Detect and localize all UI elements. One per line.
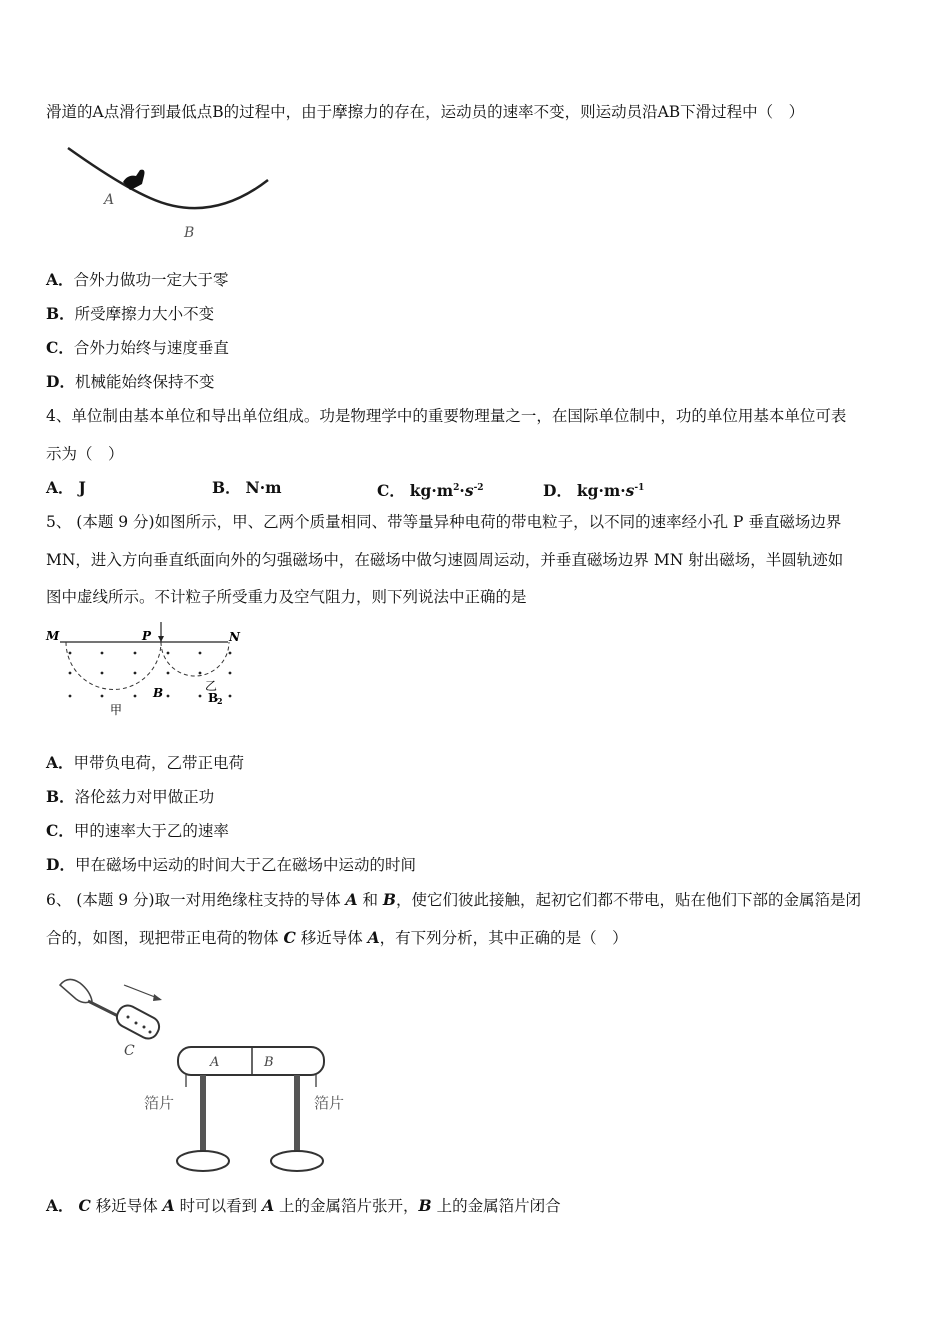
right-stand bbox=[294, 1075, 300, 1157]
q6-option-a: A． C 移近导体 A 时可以看到 A 上的金属箔片张开，B 上的金属箔片闭合 bbox=[46, 1196, 561, 1215]
label-foil-right: 箔片 bbox=[314, 1094, 345, 1112]
q6-stem-line1: 6、 (本题 9 分)取一对用绝缘柱支持的导体 A 和 B，使它们彼此接触，起初它们都不带电，贴在他们下部的金属箔是闭 bbox=[46, 890, 862, 909]
label-b: B bbox=[264, 1055, 274, 1070]
magnetic-field-figure bbox=[40, 618, 250, 718]
q5-stem-line1: 5、 (本题 9 分)如图所示，甲、乙两个质量相同、带等量异种电荷的带电粒子，以不同的速率经小孔 P 垂直磁场边界 bbox=[46, 513, 842, 531]
label-a: A bbox=[210, 1055, 220, 1070]
right-base bbox=[271, 1151, 323, 1171]
q6-stem-line2: 合的，如图，现把带正电荷的物体 C 移近导体 A，有下列分析，其中正确的是（ ） bbox=[46, 928, 628, 947]
fig-label-b: B bbox=[184, 225, 195, 241]
label-n: N bbox=[229, 630, 240, 644]
q4-option-b: B． N·m bbox=[212, 478, 282, 497]
q3-option-b: B．所受摩擦力大小不变 bbox=[46, 304, 215, 323]
q4-option-d: D． $kg\cdot m\cdot s^{-1}$ bbox=[543, 481, 645, 501]
label-b2: B bbox=[208, 691, 219, 705]
q5-option-b: B．洛伦兹力对甲做正功 bbox=[46, 787, 215, 806]
hand-icon bbox=[60, 979, 92, 1002]
ski-slope-figure bbox=[60, 140, 280, 245]
label-yi: 乙 bbox=[205, 679, 218, 693]
q5-option-c: C．甲的速率大于乙的速率 bbox=[46, 821, 229, 840]
trajectory-jia bbox=[66, 642, 161, 690]
q3-option-a: A．合外力做功一定大于零 bbox=[46, 270, 229, 289]
conductor-figure bbox=[50, 965, 370, 1180]
left-stand bbox=[200, 1075, 206, 1157]
trajectory-yi bbox=[161, 642, 229, 676]
q5-option-a: A．甲带负电荷，乙带正电荷 bbox=[46, 753, 245, 772]
q4-option-c: C． $kg\cdot m^2\cdot s^{-2}$ bbox=[377, 481, 484, 501]
label-m: M bbox=[46, 629, 60, 643]
q4-stem-line2: 示为（ ） bbox=[46, 445, 124, 463]
q4-stem-line1: 4、单位制由基本单位和导出单位组成。功是物理学中的重要物理量之一，在国际单位制中，功的单位用基本单位可表 bbox=[46, 407, 847, 425]
q3-option-c: C．合外力始终与速度垂直 bbox=[46, 338, 229, 357]
q3-option-d: D．机械能始终保持不变 bbox=[46, 372, 215, 391]
svg-text:2: 2 bbox=[217, 696, 223, 706]
label-b: B bbox=[153, 686, 164, 700]
q3-stem: 滑道的A点滑行到最低点B的过程中，由于摩擦力的存在，运动员的速率不变，则运动员沿AB下滑过程中（ ） bbox=[46, 103, 805, 121]
label-p: P bbox=[142, 629, 152, 643]
q4-option-a: A． J bbox=[46, 478, 86, 497]
label-foil-left: 箔片 bbox=[144, 1094, 175, 1112]
label-jia: 甲 bbox=[110, 703, 123, 717]
q5-stem-line3: 图中虚线所示。不计粒子所受重力及空气阻力，则下列说法中正确的是 bbox=[46, 588, 527, 606]
left-base bbox=[177, 1151, 229, 1171]
conductor-ab bbox=[178, 1047, 324, 1075]
label-c: C bbox=[124, 1043, 135, 1059]
slope-curve bbox=[68, 148, 268, 208]
q5-option-d: D．甲在磁场中运动的时间大于乙在磁场中运动的时间 bbox=[46, 855, 416, 874]
rod-c bbox=[113, 1002, 162, 1042]
q5-stem-line2: MN，进入方向垂直纸面向外的匀强磁场中，在磁场中做匀速圆周运动，并垂直磁场边界 MN 射出磁场，半圆轨迹如 bbox=[46, 551, 844, 569]
fig-label-a: A bbox=[104, 192, 115, 208]
